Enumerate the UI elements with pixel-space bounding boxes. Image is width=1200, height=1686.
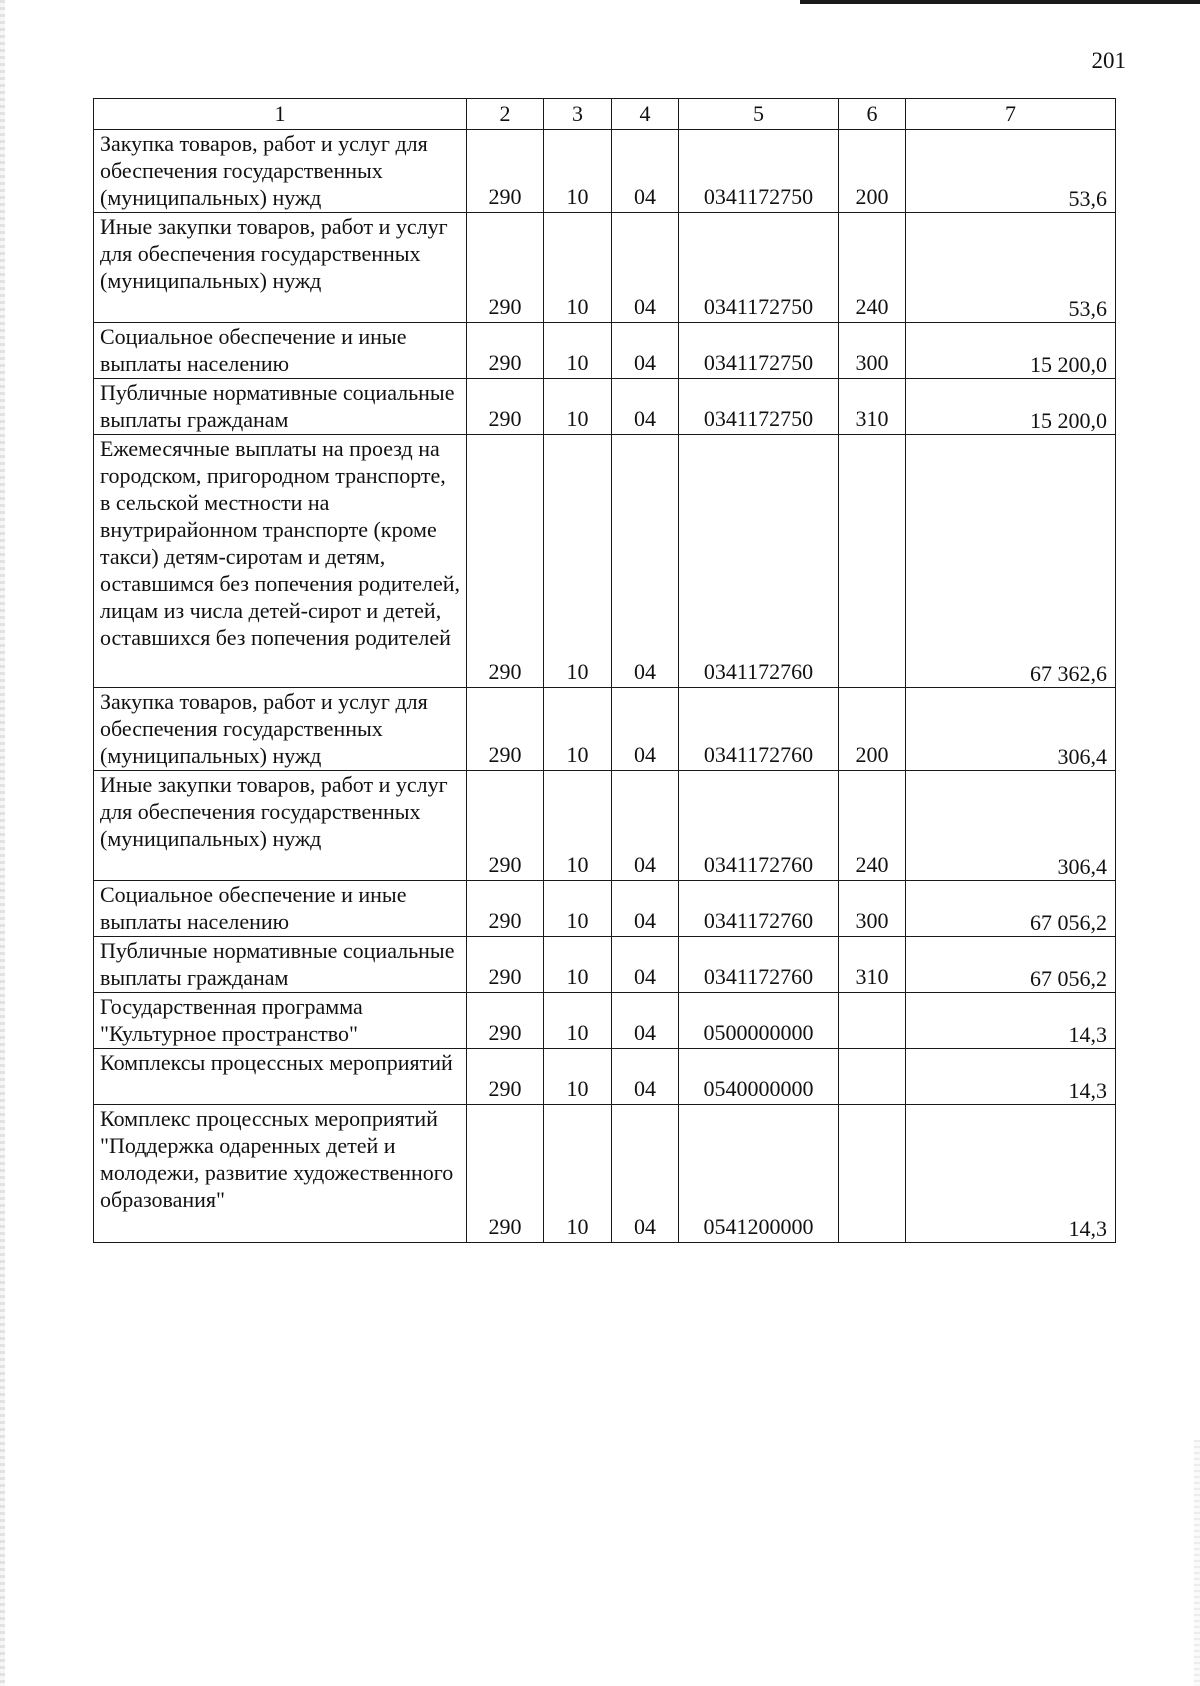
row-name-cell: Закупка товаров, работ и услуг для обеспечения государственных (муниципальных) нужд	[94, 130, 467, 213]
row-cell: 10	[544, 130, 612, 213]
row-cell: 04	[612, 435, 679, 688]
row-cell: 10	[544, 881, 612, 937]
row-name-cell: Комплекс процессных мероприятий "Поддержка одаренных детей и молодежи, развитие художественного образования"	[94, 1105, 467, 1243]
row-cell: 290	[467, 1105, 544, 1243]
row-sum-cell: 67 362,6	[906, 435, 1116, 688]
table-row	[94, 937, 1116, 993]
row-cell: 0341172750	[679, 323, 839, 379]
table-row	[94, 688, 1116, 771]
row-sum-cell: 306,4	[906, 771, 1116, 881]
row-cell	[839, 1049, 906, 1105]
table-row	[94, 1105, 1116, 1243]
row-cell: 10	[544, 688, 612, 771]
row-cell: 300	[839, 881, 906, 937]
row-cell: 10	[544, 1105, 612, 1243]
row-cell: 10	[544, 937, 612, 993]
row-cell: 200	[839, 688, 906, 771]
row-cell: 200	[839, 130, 906, 213]
row-cell: 0541200000	[679, 1105, 839, 1243]
row-cell: 10	[544, 771, 612, 881]
table-row	[94, 213, 1116, 323]
row-cell	[839, 1105, 906, 1243]
row-name-cell: Иные закупки товаров, работ и услуг для обеспечения государственных (муниципальных) нужд	[94, 771, 467, 881]
row-cell: 04	[612, 688, 679, 771]
row-cell: 04	[612, 379, 679, 435]
column-header: 7	[906, 99, 1116, 130]
row-cell: 10	[544, 1049, 612, 1105]
row-sum-cell: 306,4	[906, 688, 1116, 771]
row-cell: 240	[839, 213, 906, 323]
column-header: 6	[839, 99, 906, 130]
row-cell: 04	[612, 937, 679, 993]
row-cell: 300	[839, 323, 906, 379]
row-cell: 290	[467, 993, 544, 1049]
row-cell: 290	[467, 435, 544, 688]
row-sum-cell: 53,6	[906, 130, 1116, 213]
table-row	[94, 881, 1116, 937]
row-cell: 290	[467, 881, 544, 937]
column-header: 5	[679, 99, 839, 130]
row-name-cell: Ежемесячные выплаты на проезд на городском, пригородном транспорте, в сельской местности на внутрирайонном транспорте (кроме такси) детям-сиротам и детям, оставшимся без попечения родителей, лицам из числа детей-сирот и детей, оставшихся без попечения родителей	[94, 435, 467, 688]
row-cell: 04	[612, 1049, 679, 1105]
scan-right-edge	[1194, 1440, 1200, 1686]
column-header: 1	[94, 99, 467, 130]
row-cell: 10	[544, 213, 612, 323]
row-cell: 310	[839, 379, 906, 435]
row-sum-cell: 53,6	[906, 213, 1116, 323]
row-cell: 290	[467, 213, 544, 323]
row-cell: 0540000000	[679, 1049, 839, 1105]
row-cell: 04	[612, 881, 679, 937]
row-cell: 04	[612, 213, 679, 323]
row-cell: 290	[467, 771, 544, 881]
row-cell: 0341172750	[679, 213, 839, 323]
row-name-cell: Публичные нормативные социальные выплаты гражданам	[94, 937, 467, 993]
row-cell	[839, 993, 906, 1049]
row-cell: 04	[612, 323, 679, 379]
row-cell	[839, 435, 906, 688]
row-sum-cell: 14,3	[906, 993, 1116, 1049]
scan-left-edge	[0, 0, 5, 1686]
row-sum-cell: 67 056,2	[906, 937, 1116, 993]
row-name-cell: Социальное обеспечение и иные выплаты населению	[94, 881, 467, 937]
column-header: 3	[544, 99, 612, 130]
column-header: 4	[612, 99, 679, 130]
row-cell: 290	[467, 937, 544, 993]
column-header: 2	[467, 99, 544, 130]
row-cell: 0341172750	[679, 130, 839, 213]
row-cell: 0341172760	[679, 688, 839, 771]
row-cell: 04	[612, 1105, 679, 1243]
row-cell: 04	[612, 993, 679, 1049]
row-cell: 310	[839, 937, 906, 993]
row-cell: 10	[544, 379, 612, 435]
row-sum-cell: 14,3	[906, 1049, 1116, 1105]
row-name-cell: Публичные нормативные социальные выплаты гражданам	[94, 379, 467, 435]
row-cell: 10	[544, 993, 612, 1049]
table-row	[94, 993, 1116, 1049]
row-cell: 0341172760	[679, 937, 839, 993]
row-name-cell: Иные закупки товаров, работ и услуг для обеспечения государственных (муниципальных) нужд	[94, 213, 467, 323]
row-cell: 04	[612, 771, 679, 881]
table-row	[94, 379, 1116, 435]
table-row	[94, 1049, 1116, 1105]
row-cell: 240	[839, 771, 906, 881]
row-cell: 290	[467, 130, 544, 213]
row-sum-cell: 15 200,0	[906, 323, 1116, 379]
row-cell: 0341172760	[679, 435, 839, 688]
table-row	[94, 323, 1116, 379]
row-sum-cell: 14,3	[906, 1105, 1116, 1243]
table-row	[94, 435, 1116, 688]
scan-edge-mark	[800, 0, 1200, 4]
row-cell: 0500000000	[679, 993, 839, 1049]
table-header-row	[94, 99, 1116, 130]
row-cell: 290	[467, 323, 544, 379]
row-cell: 0341172750	[679, 379, 839, 435]
row-sum-cell: 67 056,2	[906, 881, 1116, 937]
row-cell: 0341172760	[679, 771, 839, 881]
row-sum-cell: 15 200,0	[906, 379, 1116, 435]
row-cell: 0341172760	[679, 881, 839, 937]
row-cell: 10	[544, 323, 612, 379]
row-cell: 290	[467, 1049, 544, 1105]
row-name-cell: Государственная программа "Культурное пространство"	[94, 993, 467, 1049]
table-row	[94, 130, 1116, 213]
row-name-cell: Комплексы процессных мероприятий	[94, 1049, 467, 1105]
row-cell: 10	[544, 435, 612, 688]
row-cell: 290	[467, 688, 544, 771]
row-cell: 290	[467, 379, 544, 435]
row-name-cell: Закупка товаров, работ и услуг для обеспечения государственных (муниципальных) нужд	[94, 688, 467, 771]
page-number: 201	[1091, 48, 1126, 73]
budget-table	[93, 98, 1116, 1243]
table-row	[94, 771, 1116, 881]
row-cell: 04	[612, 130, 679, 213]
row-name-cell: Социальное обеспечение и иные выплаты населению	[94, 323, 467, 379]
